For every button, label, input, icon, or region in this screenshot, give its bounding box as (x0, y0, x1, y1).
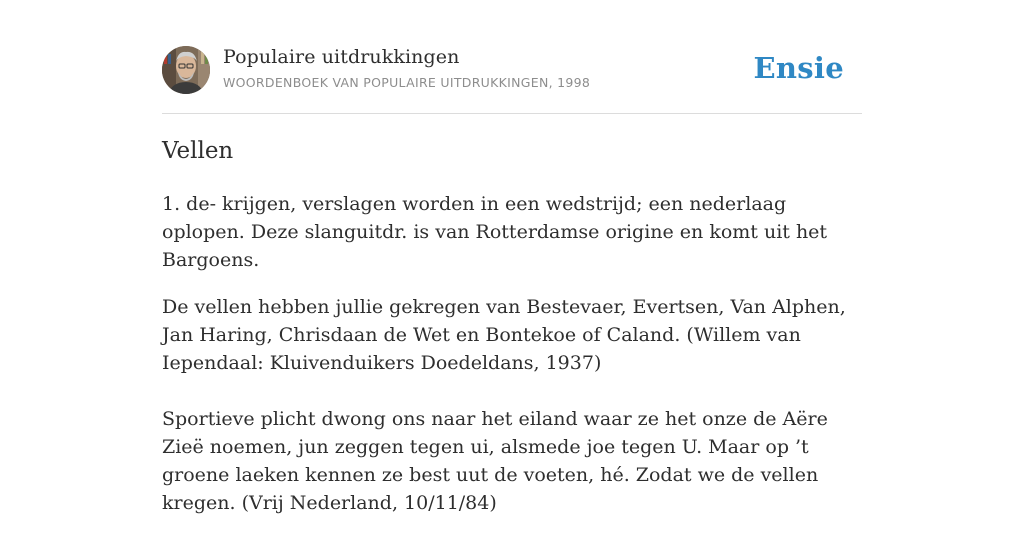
entry-header (162, 46, 862, 114)
author-avatar[interactable] (162, 46, 210, 94)
entry-body (162, 190, 862, 536)
quotation-text: De vellen hebben jullie gekregen van Bestevaer, Evertsen, Van Alphen, Jan Haring, Chrisdaan de Wet en Bontekoe of Caland. (Willem van Iependaal: Kluivenduikers Doedeldans, 1937) Sportieve plicht dwong ons naar het eiland waar ze het onze de Aëre Zieë noemen, jun zeggen tegen ui, alsmede joe tegen U. Maar op ’t groene laeken kennen ze best uut de voeten, hé. Zodat we de vellen kregen. (Vrij Nederland, 10/11/84) (162, 296, 846, 514)
ensie-logo[interactable]: Ensie (753, 51, 844, 85)
source-label: WOORDENBOEK VAN POPULAIRE UITDRUKKINGEN, 1998 (223, 75, 591, 90)
entry-title: Vellen (162, 138, 234, 164)
author-portrait-icon (162, 46, 210, 94)
author-name[interactable]: Populaire uitdrukkingen (223, 46, 460, 68)
definition-text: 1. de- krijgen, verslagen worden in een wedstrijd; een nederlaag oplopen. Deze slanguitdr. is van Rotterdamse origine en komt uit het Bargoens. (162, 193, 828, 271)
entry-card (162, 46, 862, 514)
